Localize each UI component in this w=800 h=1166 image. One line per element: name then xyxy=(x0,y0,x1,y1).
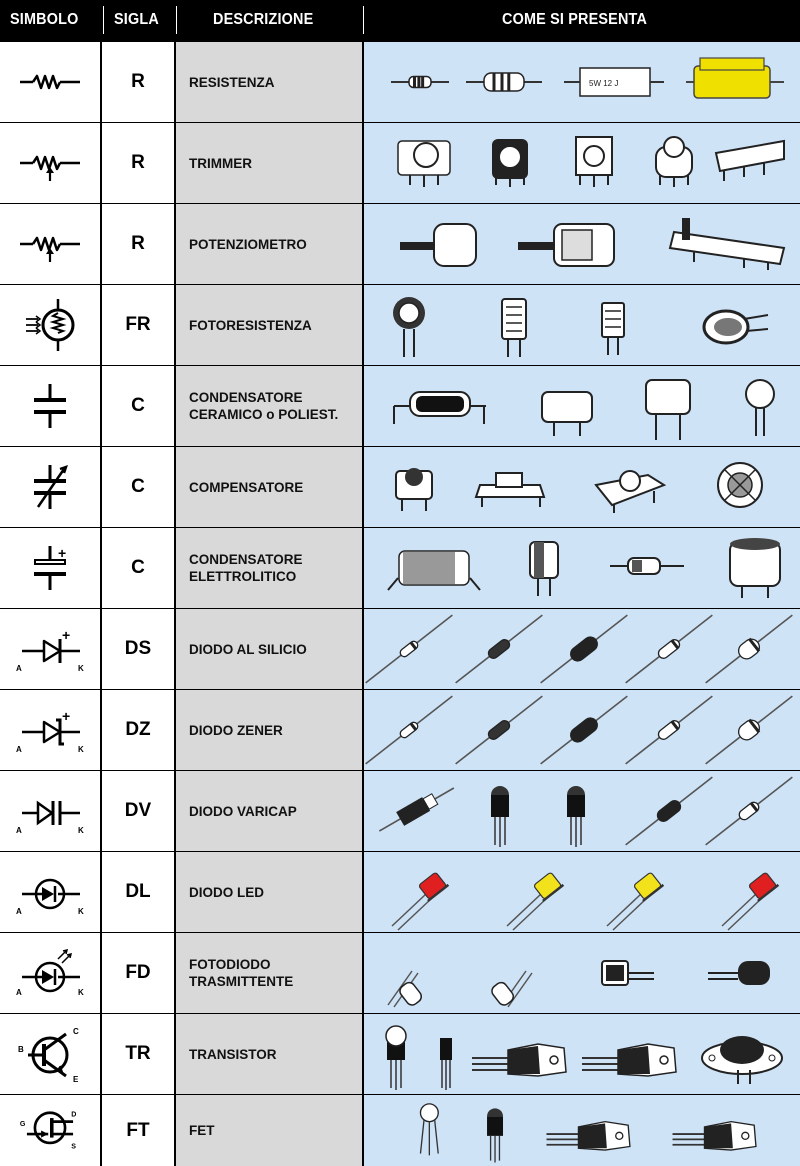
component-illustration xyxy=(364,42,800,122)
appearance-cell xyxy=(364,447,800,527)
fet-symbol-icon xyxy=(0,1095,100,1166)
svg-text:G: G xyxy=(19,1120,26,1129)
appearance-cell xyxy=(364,528,800,608)
description-cell xyxy=(176,528,362,608)
description-text: DIODO VARICAP xyxy=(189,803,297,819)
header-divider xyxy=(103,6,104,34)
appearance-cell xyxy=(364,933,800,1013)
table-row xyxy=(0,528,800,608)
table-row xyxy=(0,123,800,203)
svg-text:+: + xyxy=(62,708,71,724)
appearance-cell xyxy=(364,1095,800,1166)
description-text: FET xyxy=(189,1123,215,1138)
component-illustration xyxy=(364,609,800,689)
description-text: CONDENSATORE ELETTROLITICO xyxy=(189,552,303,584)
table-row xyxy=(0,852,800,932)
component-illustration xyxy=(364,933,800,1013)
description-cell xyxy=(176,852,362,932)
component-illustration xyxy=(364,852,800,932)
component-illustration xyxy=(364,690,800,770)
sigla-cell: DL xyxy=(102,852,174,932)
description-text: FOTODIODO TRASMITTENTE xyxy=(189,957,294,989)
svg-text:+: + xyxy=(62,627,71,643)
sigla-cell: DS xyxy=(102,609,174,689)
symbol-cell xyxy=(0,528,100,608)
appearance-cell xyxy=(364,366,800,446)
sigla-cell: TR xyxy=(102,1014,174,1094)
component-illustration xyxy=(364,447,800,527)
svg-text:K: K xyxy=(78,664,84,673)
description-cell xyxy=(176,123,362,203)
component-illustration xyxy=(364,366,800,446)
symbol-cell xyxy=(0,123,100,203)
description-cell xyxy=(176,1014,362,1094)
description-text: RESISTENZA xyxy=(189,74,275,90)
resistor-symbol-icon xyxy=(0,42,100,122)
description-cell xyxy=(176,933,362,1013)
table-row xyxy=(0,42,800,122)
symbol-cell xyxy=(0,447,100,527)
svg-text:K: K xyxy=(78,907,84,916)
description-cell xyxy=(176,285,362,365)
description-text: DIODO ZENER xyxy=(189,722,283,738)
description-text: DIODO AL SILICIO xyxy=(189,641,307,657)
sigla-cell: R xyxy=(102,123,174,203)
svg-text:B: B xyxy=(18,1045,24,1054)
led-symbol-icon xyxy=(0,852,100,932)
sigla-cell: FR xyxy=(102,285,174,365)
symbol-cell xyxy=(0,285,100,365)
appearance-cell xyxy=(364,204,800,284)
appearance-cell xyxy=(364,771,800,851)
component-illustration xyxy=(364,285,800,365)
sigla-cell: FD xyxy=(102,933,174,1013)
description-text: TRANSISTOR xyxy=(189,1046,277,1062)
table-row xyxy=(0,771,800,851)
table-row xyxy=(0,285,800,365)
sigla-cell: DV xyxy=(102,771,174,851)
svg-text:A: A xyxy=(16,745,22,754)
photoresistor-symbol-icon xyxy=(0,285,100,365)
description-text: COMPENSATORE xyxy=(189,479,304,495)
sigla-cell: C xyxy=(102,528,174,608)
svg-text:S: S xyxy=(71,1142,77,1151)
sigla-cell: C xyxy=(102,366,174,446)
table-row xyxy=(0,204,800,284)
description-cell xyxy=(176,609,362,689)
trimmer-symbol-icon xyxy=(0,123,100,203)
symbol-cell xyxy=(0,204,100,284)
svg-text:5W 12 J: 5W 12 J xyxy=(589,79,619,88)
table-row xyxy=(0,447,800,527)
appearance-cell xyxy=(364,852,800,932)
component-illustration xyxy=(364,1014,800,1094)
sigla-cell: C xyxy=(102,447,174,527)
svg-text:K: K xyxy=(78,988,84,997)
symbol-cell xyxy=(0,771,100,851)
header-descrizione: DESCRIZIONE xyxy=(213,11,314,28)
description-cell xyxy=(176,204,362,284)
appearance-cell xyxy=(364,285,800,365)
appearance-cell xyxy=(364,1014,800,1094)
svg-text:A: A xyxy=(16,988,22,997)
svg-text:K: K xyxy=(78,826,84,835)
component-illustration xyxy=(364,123,800,203)
svg-text:E: E xyxy=(73,1075,79,1084)
symbol-cell xyxy=(0,690,100,770)
svg-text:A: A xyxy=(16,664,22,673)
description-cell xyxy=(176,42,362,122)
variable-capacitor-symbol-icon xyxy=(0,447,100,527)
sigla-cell: DZ xyxy=(102,690,174,770)
capacitor-symbol-icon xyxy=(0,366,100,446)
symbol-cell xyxy=(0,1014,100,1094)
description-text: FOTORESISTENZA xyxy=(189,317,312,333)
svg-text:C: C xyxy=(73,1027,79,1036)
photodiode-symbol-icon xyxy=(0,933,100,1013)
symbol-cell xyxy=(0,42,100,122)
table-row xyxy=(0,366,800,446)
appearance-cell xyxy=(364,42,800,122)
table-header xyxy=(0,0,800,40)
svg-text:+: + xyxy=(58,545,67,561)
description-cell xyxy=(176,690,362,770)
header-simbolo: SIMBOLO xyxy=(10,11,79,28)
svg-text:A: A xyxy=(16,907,22,916)
description-text: POTENZIOMETRO xyxy=(189,236,307,252)
header-divider xyxy=(176,6,177,34)
header-sigla: SIGLA xyxy=(114,11,159,28)
sigla-cell: FT xyxy=(102,1095,174,1166)
description-cell xyxy=(176,1095,362,1166)
symbol-cell xyxy=(0,852,100,932)
description-text: DIODO LED xyxy=(189,884,265,900)
appearance-cell xyxy=(364,123,800,203)
sigla-cell: R xyxy=(102,42,174,122)
zener-diode-symbol-icon xyxy=(0,690,100,770)
description-text: CONDENSATORE CERAMICO o POLIEST. xyxy=(189,390,339,422)
component-illustration xyxy=(364,771,800,851)
table-row xyxy=(0,609,800,689)
symbol-cell xyxy=(0,933,100,1013)
component-illustration xyxy=(364,528,800,608)
symbol-cell xyxy=(0,609,100,689)
electrolytic-capacitor-symbol-icon xyxy=(0,528,100,608)
sigla-cell: R xyxy=(102,204,174,284)
component-illustration xyxy=(364,1095,800,1166)
varicap-diode-symbol-icon xyxy=(0,771,100,851)
symbol-cell xyxy=(0,1095,100,1166)
potentiometer-symbol-icon xyxy=(0,204,100,284)
symbol-cell xyxy=(0,366,100,446)
component-illustration xyxy=(364,204,800,284)
header-come-si-presenta: COME SI PRESENTA xyxy=(502,11,648,28)
table-row xyxy=(0,690,800,770)
svg-text:K: K xyxy=(78,745,84,754)
appearance-cell xyxy=(364,609,800,689)
table-row xyxy=(0,933,800,1013)
header-divider xyxy=(363,6,364,34)
svg-text:A: A xyxy=(16,826,22,835)
diode-symbol-icon xyxy=(0,609,100,689)
description-text: TRIMMER xyxy=(189,155,252,171)
svg-text:D: D xyxy=(71,1110,77,1119)
table-row xyxy=(0,1014,800,1094)
appearance-cell xyxy=(364,690,800,770)
table-row xyxy=(0,1095,800,1166)
transistor-symbol-icon xyxy=(0,1014,100,1094)
description-cell xyxy=(176,366,362,446)
description-cell xyxy=(176,447,362,527)
description-cell xyxy=(176,771,362,851)
